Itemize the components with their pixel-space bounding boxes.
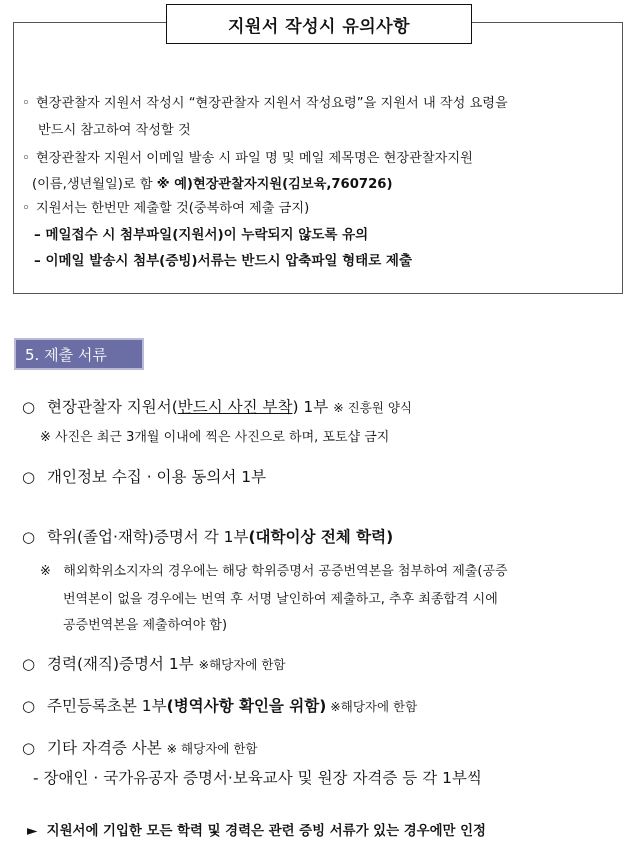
doc-item-career: ○ 경력(재직)증명서 1부 ※해당자에 한함: [22, 655, 286, 673]
circle-bullet-icon: ○: [22, 468, 36, 486]
doc-item-resident: ○ 주민등록초본 1부(병역사항 확인을 위함) ※해당자에 한함: [22, 697, 418, 715]
notice-item-1: ◦ 현장관찰자 지원서 작성시 “현장관찰자 지원서 작성요령”을 지원서 내 작성 요령을: [22, 96, 508, 111]
doc-note-foreign-1: ※ 해외학위소지자의 경우에는 해당 학위증명서 공증번역본을 첨부하여 제출(공증: [40, 564, 508, 579]
notice-sub-2: – 이메일 발송시 첨부(증빙)서류는 반드시 압축파일 형태로 제출: [34, 253, 413, 269]
circle-bullet-icon: ○: [22, 739, 36, 757]
doc-item-degree: ○ 학위(졸업·재학)증명서 각 1부(대학이상 전체 학력): [22, 528, 394, 546]
notice-item-2-cont: (이름,생년월일)로 함 ※ 예)현장관찰자지원(김보육,760726): [32, 177, 393, 192]
doc-item-license: ○ 기타 자격증 사본 ※ 해당자에 한함: [22, 739, 258, 757]
notice-sub-1: – 메일접수 시 첨부파일(지원서)이 누락되지 않도록 유의: [34, 227, 369, 243]
section-header: 5. 제출 서류: [14, 338, 144, 370]
bullet-icon: ◦: [22, 151, 30, 166]
doc-item-consent: ○ 개인정보 수집 · 이용 동의서 1부: [22, 468, 267, 486]
bullet-icon: ◦: [22, 96, 30, 111]
notice-item-3: ◦ 지원서는 한번만 제출할 것(중복하여 제출 금지): [22, 201, 310, 216]
circle-bullet-icon: ○: [22, 528, 36, 546]
doc-item-license-sub: - 장애인 · 국가유공자 증명서·보육교사 및 원장 자격증 등 각 1부씩: [33, 769, 482, 787]
bullet-icon: ◦: [22, 201, 30, 216]
circle-bullet-icon: ○: [22, 655, 36, 673]
doc-note-foreign-3: 공증번역본을 제출하여야 함): [63, 618, 228, 633]
doc-note-photo: ※ 사진은 최근 3개월 이내에 찍은 사진으로 하며, 포토샵 금지: [40, 430, 390, 445]
circle-bullet-icon: ○: [22, 697, 36, 715]
notice-item-2: ◦ 현장관찰자 지원서 이메일 발송 시 파일 명 및 메일 제목명은 현장관찰자지원: [22, 151, 473, 166]
circle-bullet-icon: ○: [22, 398, 36, 416]
notice-title: 지원서 작성시 유의사항: [166, 4, 472, 44]
doc-item-application: ○ 현장관찰자 지원서(반드시 사진 부착) 1부 ※ 진흥원 양식: [22, 398, 412, 416]
doc-note-foreign-2: 번역본이 없을 경우에는 번역 후 서명 날인하여 제출하고, 추후 최종합격 시에: [63, 592, 498, 607]
notice-item-1-cont: 반드시 참고하여 작성할 것: [38, 123, 191, 138]
footer-note: ► 지원서에 기입한 모든 학력 및 경력은 관련 증빙 서류가 있는 경우에만 인정: [27, 824, 486, 839]
arrow-icon: ►: [27, 824, 38, 839]
